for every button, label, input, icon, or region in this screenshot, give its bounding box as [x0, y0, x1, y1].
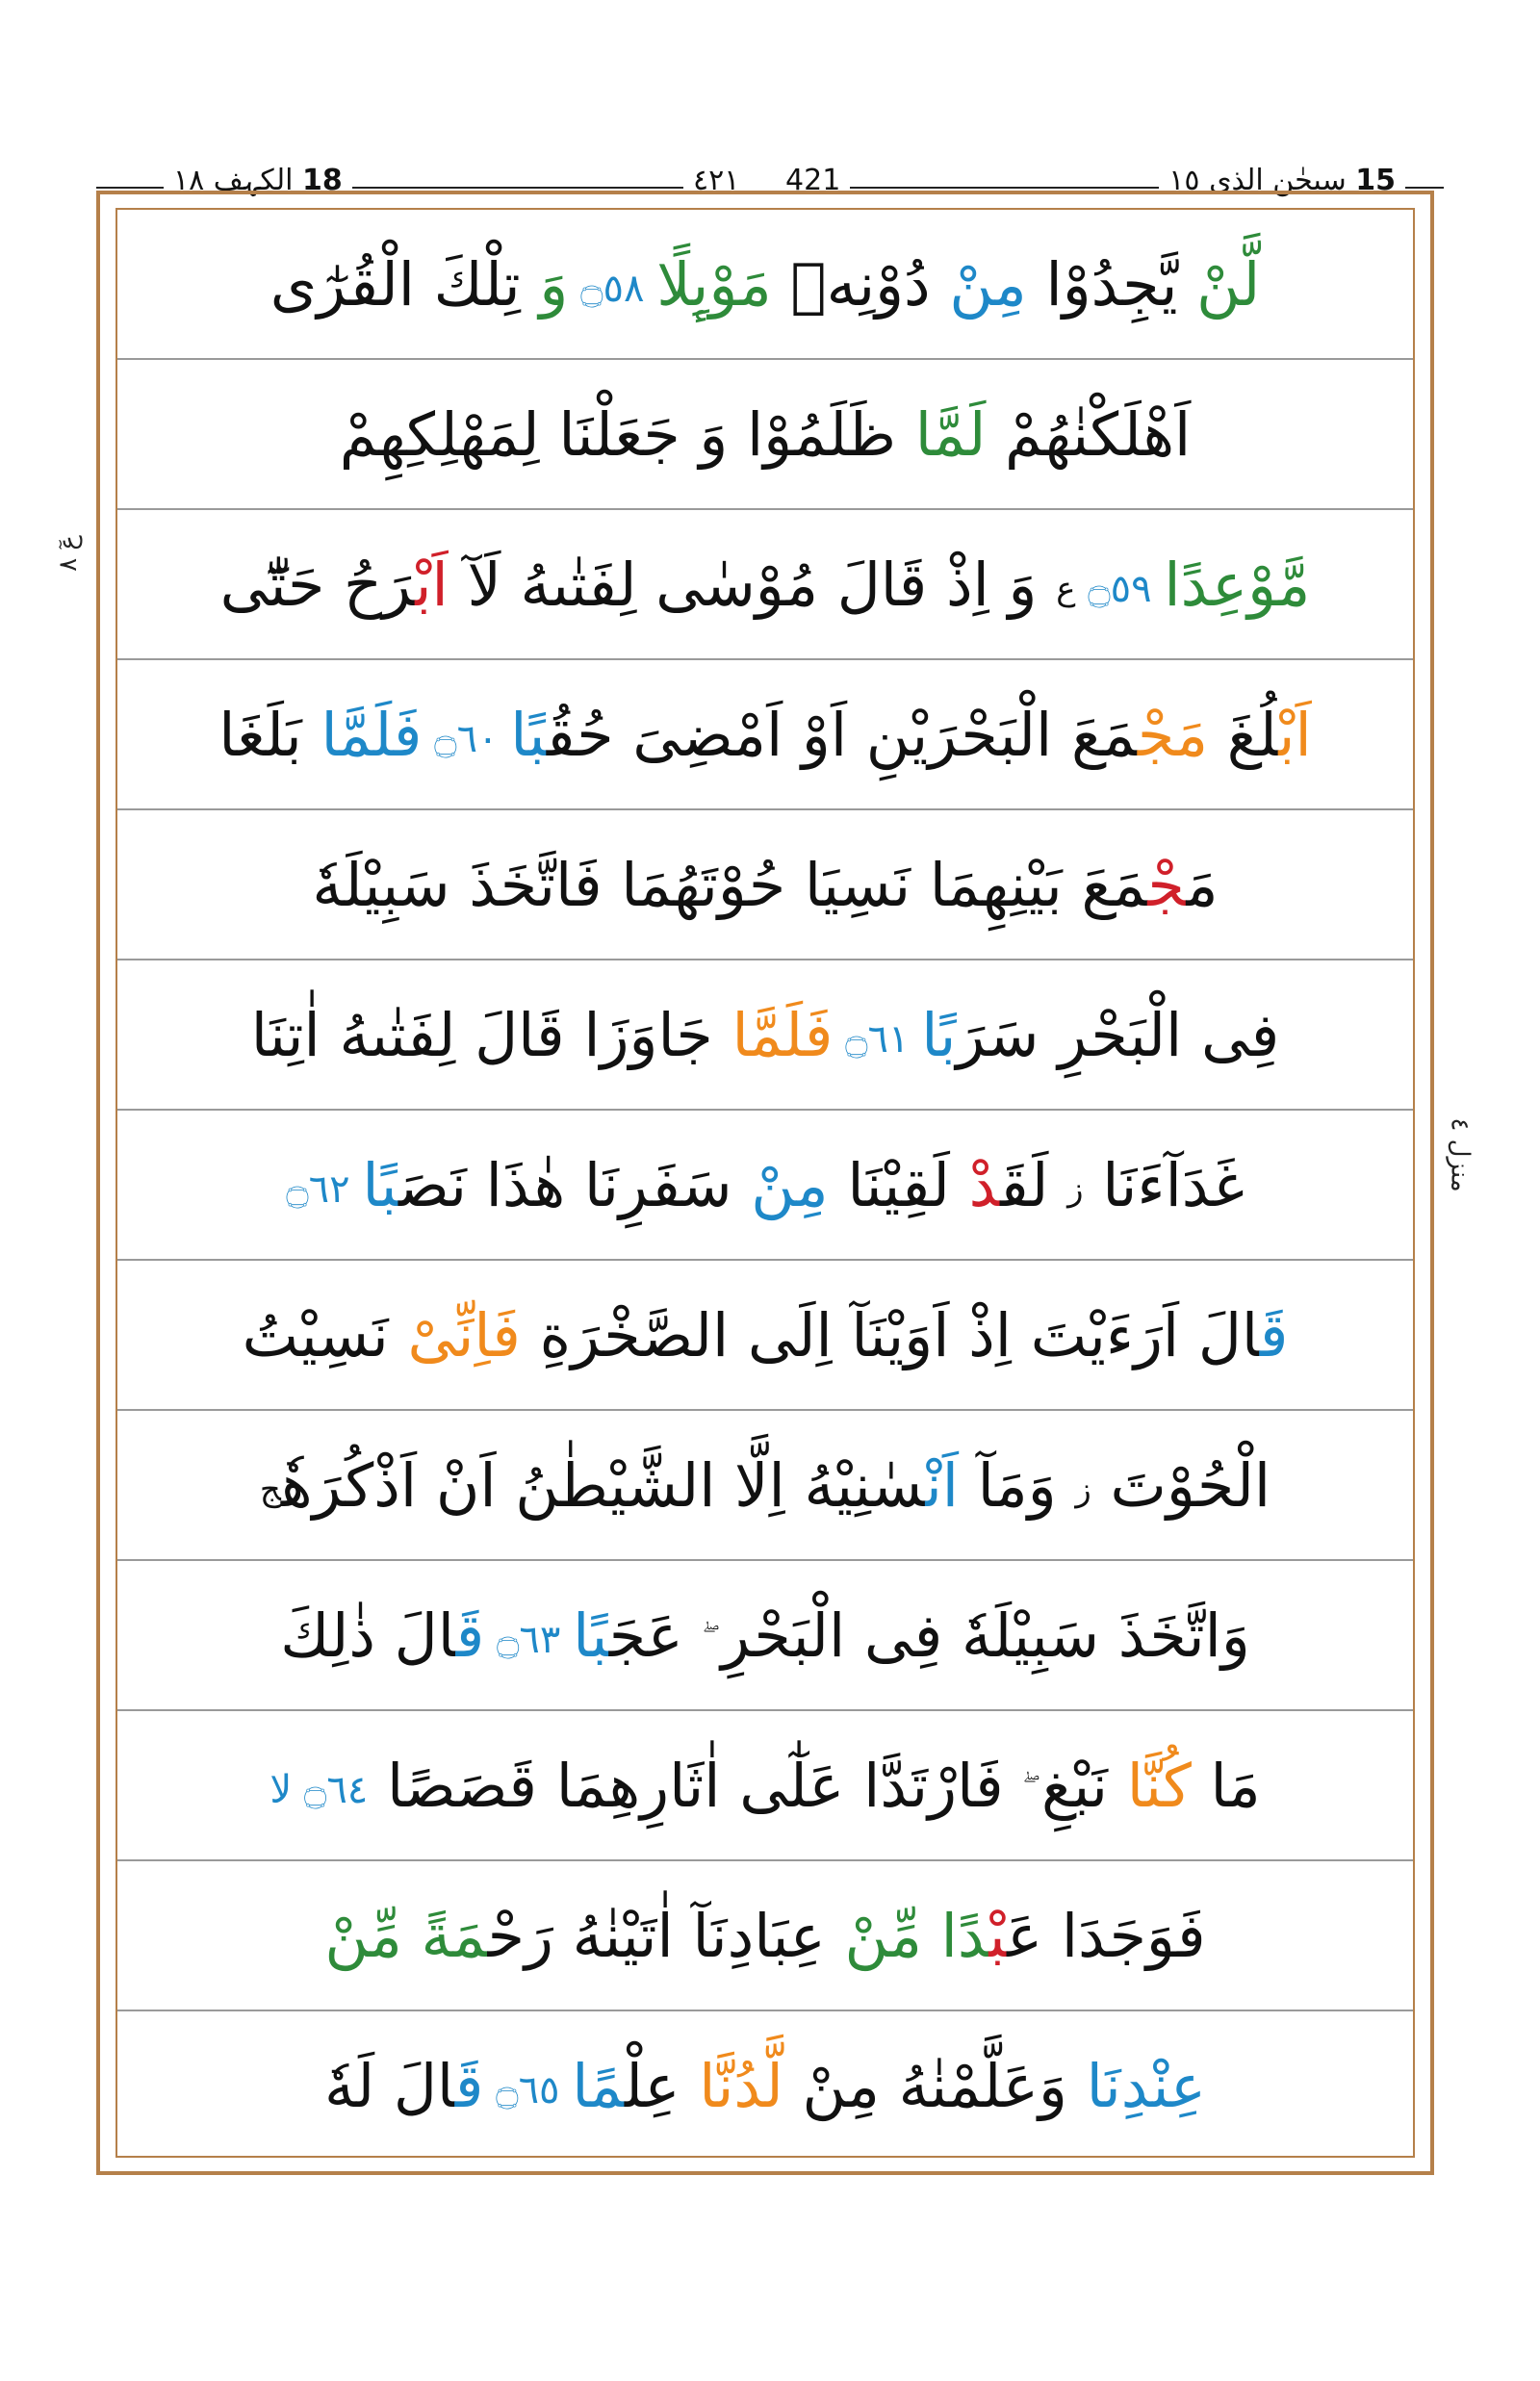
- verse-segment: فَلَمَّا: [321, 700, 423, 770]
- verse-segment: غَدَآءَنَا: [1083, 1150, 1245, 1220]
- verse-segment: كُنَّا: [1126, 1751, 1192, 1821]
- verse-line-5: [117, 810, 1413, 960]
- verse-segment: قَ: [1259, 1300, 1289, 1370]
- verse-segment: لَقَ: [1000, 1150, 1068, 1220]
- manzil-marker: منزل ٤: [1445, 1117, 1475, 1192]
- verse-segment: الَ ذٰلِكَ: [280, 1600, 456, 1671]
- surah-title: الکہف ١٨: [173, 164, 294, 197]
- verse-segment: سَفَرِنَا هٰذَا نَصَ: [398, 1150, 752, 1220]
- verse-line-13: [117, 2011, 1413, 2162]
- para-number: 15: [1355, 164, 1396, 197]
- verse-segment: فَوَجَدَا عَ: [1007, 1901, 1206, 1971]
- verse-segment: يَّجِدُوْا: [1026, 249, 1197, 320]
- verse-segment: ج: [259, 1470, 281, 1509]
- ayah-number: ۝٦٤ لا: [270, 1767, 369, 1812]
- verse-line-11: [117, 1711, 1413, 1861]
- verse-segment: جْ: [1147, 850, 1187, 920]
- verse-segment: لَمَّا: [914, 399, 987, 470]
- verse-line-6: [117, 960, 1413, 1111]
- verse-segment: مِنْ: [751, 1150, 829, 1220]
- verse-segment: قَ: [455, 1600, 485, 1671]
- ruku-marker: عٓ ٨: [53, 535, 83, 572]
- ayah-number: ۝٦١: [833, 1016, 922, 1062]
- verse-line-1: [117, 210, 1413, 360]
- verse-segment: عِبَادِنَآ اٰتَيْنٰهُ رَحْ: [487, 1901, 845, 1971]
- verse-segment: ع: [1056, 569, 1076, 608]
- verse-segment: عِلْ: [624, 2051, 700, 2121]
- verse-segment: دُوْنِهٖ: [771, 249, 950, 320]
- verse-line-12: [117, 1861, 1413, 2011]
- text-frame: [116, 208, 1415, 2158]
- verse-segment: بْ: [988, 1901, 1008, 1971]
- verse-segment: الْحُوْتَ: [1091, 1450, 1271, 1521]
- verse-segment: مَوْىِٕلًا: [656, 249, 772, 320]
- verse-segment: وَعَلَّمْنٰهُ مِنْ: [783, 2051, 1087, 2121]
- verse-line-8: [117, 1261, 1413, 1411]
- verse-segment: نَسِيْتُ: [242, 1300, 408, 1370]
- verse-line-7: [117, 1111, 1413, 1261]
- verse-segment: اَبْ: [1278, 700, 1312, 770]
- verse-segment: جَاوَزَا قَالَ لِفَتٰىهُ اٰتِنَا: [250, 1000, 732, 1070]
- verse-segment: ز: [1067, 1169, 1084, 1209]
- verse-segment: لَّدُنَّا: [699, 2051, 783, 2121]
- verse-segment: بًا: [921, 1000, 957, 1070]
- verse-segment: اَهْلَكْنٰهُمْ: [986, 399, 1192, 470]
- ayah-number: ۝٦٠: [422, 716, 511, 761]
- ayah-number: ۝٥٨: [568, 266, 657, 311]
- verse-segment: مًا: [572, 2051, 625, 2121]
- verse-segment: الَ لَهٗ: [323, 2051, 455, 2121]
- verse-segment: دًا: [921, 1901, 989, 1971]
- verse-segment: وَاتَّخَذَ سَبِيْلَهٗ فِى الْبَحْرِ: [702, 1600, 1250, 1671]
- verse-segment: مَ: [1186, 850, 1219, 920]
- verse-segment: عَجَ: [608, 1600, 703, 1671]
- verse-segment: مِنْ: [949, 249, 1027, 320]
- para-title: سبحٰن الذی ١٥: [1168, 164, 1347, 197]
- verse-segment: ز: [1075, 1470, 1091, 1509]
- verse-segment: مِّنْ: [324, 1901, 422, 1971]
- verse-segment: ظَلَمُوْا وَ جَعَلْنَا لِمَهْلِكِهِمْ: [339, 399, 915, 470]
- verse-segment: لَّنْ: [1196, 249, 1261, 320]
- verse-segment: اَبْ: [415, 550, 449, 620]
- page-number-arabic: ٤٢١: [693, 164, 740, 197]
- verse-segment: مَا: [1191, 1751, 1261, 1821]
- verse-segment: فِى الْبَحْرِ سَرَ: [956, 1000, 1280, 1070]
- verse-segment: لُغَ: [1208, 700, 1279, 770]
- page-frame: [96, 191, 1434, 2175]
- verse-segment: اَنْ: [925, 1450, 959, 1521]
- verse-line-2: [117, 360, 1413, 510]
- ayah-number: ۝٦٥: [483, 2067, 573, 2112]
- verse-segment: وَمَآ: [958, 1450, 1076, 1521]
- verse-segment: رَحُ حَتّٰٓى: [219, 550, 416, 620]
- verse-segment: فَلَمَّا: [732, 1000, 834, 1070]
- verse-line-3: [117, 510, 1413, 660]
- verse-segment: دْ: [968, 1150, 1001, 1220]
- verse-segment: وَ اِذْ قَالَ مُوْسٰى لِفَتٰىهُ لَآ: [448, 550, 1057, 620]
- verse-segment: لَقِيْنَا: [828, 1150, 969, 1220]
- verse-segment: بًا: [573, 1600, 609, 1671]
- verse-segment: الَ اَرَءَيْتَ اِذْ اَوَيْنَآ اِلَى الصَّخْرَةِ: [520, 1300, 1260, 1370]
- verse-segment: قَ: [454, 2051, 484, 2121]
- ayah-number: ۝٦٢: [286, 1166, 363, 1212]
- verse-lines: [117, 210, 1413, 2156]
- surah-number: 18: [302, 164, 343, 197]
- verse-segment: تِلْكَ الْقُرٰٓى: [270, 249, 540, 320]
- verse-segment: وَ: [539, 249, 569, 320]
- verse-segment: مَّوْعِدًا: [1164, 550, 1311, 620]
- verse-segment: سٰنِيْهُ اِلَّا الشَّيْطٰنُ اَنْ اَذْكُرَهٗ: [280, 1450, 926, 1521]
- verse-line-10: [117, 1561, 1413, 1711]
- verse-segment: عِنْدِنَا: [1086, 2051, 1207, 2121]
- verse-segment: مَجْ: [1137, 700, 1209, 770]
- verse-segment: بًا: [510, 700, 547, 770]
- verse-segment: بَلَغَا: [218, 700, 321, 770]
- verse-line-9: [117, 1411, 1413, 1561]
- verse-segment: نَبْغِ: [1022, 1751, 1127, 1821]
- page-number: 421: [785, 164, 841, 197]
- ayah-number: ۝٥٩: [1075, 566, 1165, 611]
- verse-line-4: [117, 660, 1413, 810]
- verse-segment: فَاِنِّىْ: [407, 1300, 521, 1370]
- verse-segment: فَارْتَدَّا عَلٰٓى اٰثَارِهِمَا قَصَصًا: [368, 1751, 1023, 1821]
- verse-segment: مَةً: [421, 1901, 488, 1971]
- verse-segment: مَعَ الْبَحْرَيْنِ اَوْ اَمْضِىَ حُقُ: [546, 700, 1138, 770]
- ayah-number: ۝٦٣: [484, 1617, 574, 1662]
- verse-segment: بًا: [362, 1150, 398, 1220]
- verse-segment: مَعَ بَيْنِهِمَا نَسِيَا حُوْتَهُمَا فَاتَّخَذَ سَبِيْلَهٗ: [312, 850, 1148, 920]
- verse-segment: مِّنْ: [844, 1901, 922, 1971]
